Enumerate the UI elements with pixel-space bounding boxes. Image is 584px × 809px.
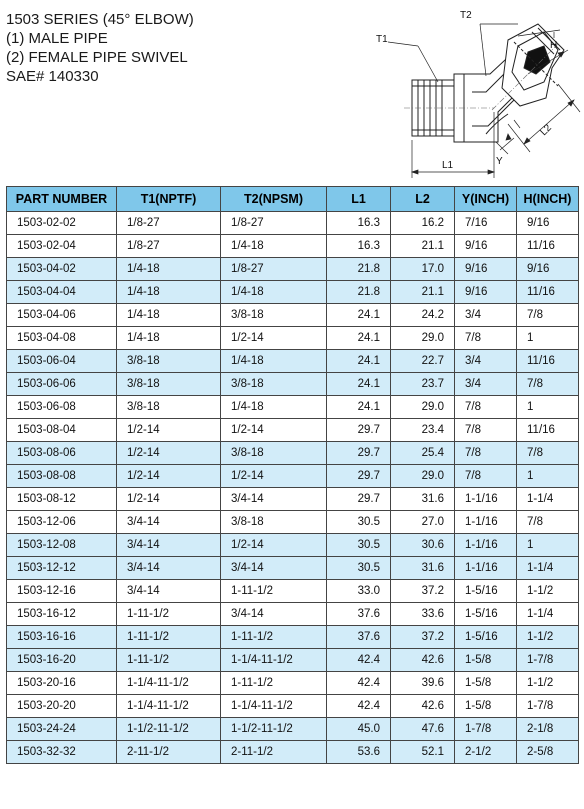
cell-l1: 42.4: [327, 695, 391, 718]
table-row: [7, 258, 579, 281]
male-pipe-label: (1) MALE PIPE: [6, 30, 108, 47]
column-header-y-inch: Y(INCH): [455, 187, 517, 212]
cell-t1-nptf: 1/2-14: [117, 488, 221, 511]
cell-l1: 42.4: [327, 672, 391, 695]
cell-part-number: 1503-08-08: [7, 465, 117, 488]
cell-l2: 29.0: [391, 327, 455, 350]
cell-t1-nptf: 1-1/2-11-1/2: [117, 718, 221, 741]
female-swivel-label: (2) FEMALE PIPE SWIVEL: [6, 49, 188, 66]
y-label: Y: [496, 156, 503, 167]
cell-h-inch: 11/16: [517, 350, 579, 373]
cell-l1: 33.0: [327, 580, 391, 603]
cell-h-inch: 11/16: [517, 235, 579, 258]
cell-part-number: 1503-16-12: [7, 603, 117, 626]
cell-part-number: 1503-12-06: [7, 511, 117, 534]
cell-l2: 30.6: [391, 534, 455, 557]
cell-part-number: 1503-06-08: [7, 396, 117, 419]
cell-y-inch: 9/16: [455, 235, 517, 258]
cell-y-inch: 1-5/16: [455, 580, 517, 603]
cell-part-number: 1503-04-08: [7, 327, 117, 350]
cell-l2: 39.6: [391, 672, 455, 695]
column-header-h-inch: H(INCH): [517, 187, 579, 212]
cell-h-inch: 7/8: [517, 373, 579, 396]
cell-y-inch: 1-5/16: [455, 626, 517, 649]
header-row: [7, 187, 579, 212]
elbow-45-drawing-svg: [368, 2, 582, 182]
cell-h-inch: 2-5/8: [517, 741, 579, 764]
cell-h-inch: 7/8: [517, 511, 579, 534]
cell-part-number: 1503-02-02: [7, 212, 117, 235]
cell-t2-npsm: 3/8-18: [221, 373, 327, 396]
cell-l1: 24.1: [327, 396, 391, 419]
cell-h-inch: 7/8: [517, 442, 579, 465]
cell-y-inch: 7/8: [455, 327, 517, 350]
cell-t1-nptf: 1-1/4-11-1/2: [117, 695, 221, 718]
cell-t1-nptf: 1/4-18: [117, 258, 221, 281]
t1-label: T1: [376, 34, 388, 45]
cell-t1-nptf: 1-1/4-11-1/2: [117, 672, 221, 695]
cell-t1-nptf: 3/4-14: [117, 580, 221, 603]
cell-y-inch: 1-5/8: [455, 672, 517, 695]
cell-y-inch: 3/4: [455, 350, 517, 373]
cell-l1: 29.7: [327, 442, 391, 465]
cell-t1-nptf: 3/8-18: [117, 350, 221, 373]
cell-t1-nptf: 1-11-1/2: [117, 626, 221, 649]
cell-y-inch: 1-1/16: [455, 511, 517, 534]
cell-l2: 27.0: [391, 511, 455, 534]
cell-l1: 24.1: [327, 327, 391, 350]
cell-l2: 37.2: [391, 626, 455, 649]
cell-l2: 29.0: [391, 465, 455, 488]
cell-h-inch: 7/8: [517, 304, 579, 327]
cell-t2-npsm: 1-11-1/2: [221, 580, 327, 603]
table-row: [7, 212, 579, 235]
cell-l1: 29.7: [327, 465, 391, 488]
cell-t1-nptf: 3/4-14: [117, 557, 221, 580]
cell-l2: 42.6: [391, 649, 455, 672]
cell-h-inch: 1-1/4: [517, 488, 579, 511]
cell-part-number: 1503-12-12: [7, 557, 117, 580]
cell-l1: 37.6: [327, 603, 391, 626]
cell-part-number: 1503-02-04: [7, 235, 117, 258]
cell-h-inch: 1-1/2: [517, 672, 579, 695]
cell-t1-nptf: 2-11-1/2: [117, 741, 221, 764]
cell-part-number: 1503-12-16: [7, 580, 117, 603]
cell-part-number: 1503-04-06: [7, 304, 117, 327]
cell-part-number: 1503-06-06: [7, 373, 117, 396]
cell-h-inch: 1-1/4: [517, 557, 579, 580]
cell-t1-nptf: 1/8-27: [117, 235, 221, 258]
cell-t2-npsm: 2-11-1/2: [221, 741, 327, 764]
cell-t2-npsm: 1/4-18: [221, 350, 327, 373]
table-row: [7, 626, 579, 649]
cell-l1: 45.0: [327, 718, 391, 741]
cell-l2: 31.6: [391, 557, 455, 580]
cell-y-inch: 7/8: [455, 419, 517, 442]
cell-l1: 24.1: [327, 373, 391, 396]
cell-part-number: 1503-08-04: [7, 419, 117, 442]
cell-l2: 52.1: [391, 741, 455, 764]
cell-l2: 22.7: [391, 350, 455, 373]
cell-h-inch: 1-1/4: [517, 603, 579, 626]
cell-part-number: 1503-08-06: [7, 442, 117, 465]
cell-y-inch: 7/8: [455, 465, 517, 488]
cell-t1-nptf: 1-11-1/2: [117, 603, 221, 626]
column-header-l2: L2: [391, 187, 455, 212]
cell-l2: 23.7: [391, 373, 455, 396]
column-header-l1: L1: [327, 187, 391, 212]
table-row: [7, 304, 579, 327]
cell-t1-nptf: 1/4-18: [117, 304, 221, 327]
cell-l2: 29.0: [391, 396, 455, 419]
cell-y-inch: 1-7/8: [455, 718, 517, 741]
cell-y-inch: 9/16: [455, 258, 517, 281]
cell-y-inch: 7/8: [455, 396, 517, 419]
spec-table: [6, 186, 579, 764]
cell-t1-nptf: 1/4-18: [117, 327, 221, 350]
cell-part-number: 1503-06-04: [7, 350, 117, 373]
table-row: [7, 557, 579, 580]
cell-l2: 33.6: [391, 603, 455, 626]
cell-t2-npsm: 1/2-14: [221, 419, 327, 442]
cell-t2-npsm: 3/4-14: [221, 557, 327, 580]
table-row: [7, 695, 579, 718]
cell-t2-npsm: 1-1/4-11-1/2: [221, 649, 327, 672]
cell-t2-npsm: 1-11-1/2: [221, 626, 327, 649]
cell-t2-npsm: 3/4-14: [221, 488, 327, 511]
cell-l1: 24.1: [327, 350, 391, 373]
table-row: [7, 580, 579, 603]
cell-h-inch: 9/16: [517, 258, 579, 281]
cell-part-number: 1503-16-16: [7, 626, 117, 649]
table-row: [7, 534, 579, 557]
cell-l1: 16.3: [327, 212, 391, 235]
cell-t2-npsm: 3/8-18: [221, 511, 327, 534]
cell-part-number: 1503-20-20: [7, 695, 117, 718]
cell-h-inch: 1: [517, 396, 579, 419]
cell-h-inch: 1: [517, 465, 579, 488]
cell-l1: 16.3: [327, 235, 391, 258]
h-label: H: [550, 40, 558, 51]
cell-t2-npsm: 1-11-1/2: [221, 672, 327, 695]
cell-y-inch: 7/16: [455, 212, 517, 235]
swivel-nut-shape: [502, 24, 564, 106]
column-header-t1-nptf: T1(NPTF): [117, 187, 221, 212]
cell-l2: 31.6: [391, 488, 455, 511]
series-header: [6, 10, 194, 86]
cell-t2-npsm: 1/2-14: [221, 327, 327, 350]
cell-part-number: 1503-32-32: [7, 741, 117, 764]
cell-l2: 23.4: [391, 419, 455, 442]
cell-l1: 37.6: [327, 626, 391, 649]
cell-l2: 24.2: [391, 304, 455, 327]
cell-y-inch: 1-1/16: [455, 557, 517, 580]
table-row: [7, 649, 579, 672]
table-row: [7, 281, 579, 304]
table-row: [7, 396, 579, 419]
cell-t2-npsm: 1/2-14: [221, 534, 327, 557]
cell-y-inch: 1-1/16: [455, 534, 517, 557]
table-row: [7, 465, 579, 488]
column-header-part-number: PART NUMBER: [7, 187, 117, 212]
column-header-t2-npsm: T2(NPSM): [221, 187, 327, 212]
cell-t2-npsm: 1-1/4-11-1/2: [221, 695, 327, 718]
cell-l2: 25.4: [391, 442, 455, 465]
cell-t2-npsm: 1-1/2-11-1/2: [221, 718, 327, 741]
cell-t2-npsm: 1/4-18: [221, 281, 327, 304]
series-title: 1503 SERIES (45° ELBOW): [6, 11, 194, 28]
table-row: [7, 741, 579, 764]
cell-t1-nptf: 3/8-18: [117, 396, 221, 419]
l1-label: L1: [442, 160, 454, 171]
table-row: [7, 718, 579, 741]
cell-part-number: 1503-04-02: [7, 258, 117, 281]
cell-y-inch: 1-5/16: [455, 603, 517, 626]
table-row: [7, 235, 579, 258]
cell-part-number: 1503-08-12: [7, 488, 117, 511]
cell-y-inch: 9/16: [455, 281, 517, 304]
cell-t1-nptf: 1-11-1/2: [117, 649, 221, 672]
cell-l1: 30.5: [327, 511, 391, 534]
cell-y-inch: 7/8: [455, 442, 517, 465]
table-row: [7, 373, 579, 396]
cell-t1-nptf: 1/2-14: [117, 442, 221, 465]
sae-number: SAE# 140330: [6, 68, 99, 85]
t2-label: T2: [460, 10, 472, 21]
cell-l1: 21.8: [327, 258, 391, 281]
cell-part-number: 1503-16-20: [7, 649, 117, 672]
cell-l2: 47.6: [391, 718, 455, 741]
cell-t1-nptf: 3/4-14: [117, 511, 221, 534]
cell-y-inch: 3/4: [455, 304, 517, 327]
cell-h-inch: 1-7/8: [517, 695, 579, 718]
spec-table-body: [7, 212, 579, 764]
cell-t2-npsm: 3/8-18: [221, 304, 327, 327]
table-row: [7, 327, 579, 350]
cell-t1-nptf: 1/2-14: [117, 465, 221, 488]
cell-h-inch: 1-1/2: [517, 580, 579, 603]
cell-h-inch: 1: [517, 534, 579, 557]
cell-t2-npsm: 3/4-14: [221, 603, 327, 626]
elbow-drawing: [368, 2, 582, 182]
cell-part-number: 1503-20-16: [7, 672, 117, 695]
cell-part-number: 1503-04-04: [7, 281, 117, 304]
cell-y-inch: 3/4: [455, 373, 517, 396]
table-row: [7, 603, 579, 626]
cell-t2-npsm: 3/8-18: [221, 442, 327, 465]
table-row: [7, 350, 579, 373]
cell-l2: 37.2: [391, 580, 455, 603]
table-row: [7, 672, 579, 695]
cell-l1: 24.1: [327, 304, 391, 327]
table-row: [7, 419, 579, 442]
cell-part-number: 1503-12-08: [7, 534, 117, 557]
cell-y-inch: 1-1/16: [455, 488, 517, 511]
table-row: [7, 511, 579, 534]
cell-h-inch: 11/16: [517, 419, 579, 442]
cell-part-number: 1503-24-24: [7, 718, 117, 741]
table-row: [7, 442, 579, 465]
cell-l1: 29.7: [327, 419, 391, 442]
cell-l2: 21.1: [391, 235, 455, 258]
cell-h-inch: 1: [517, 327, 579, 350]
cell-t1-nptf: 3/8-18: [117, 373, 221, 396]
cell-y-inch: 2-1/2: [455, 741, 517, 764]
cell-l1: 53.6: [327, 741, 391, 764]
cell-t1-nptf: 1/8-27: [117, 212, 221, 235]
l2-label: L2: [538, 122, 554, 139]
cell-h-inch: 1-1/2: [517, 626, 579, 649]
cell-h-inch: 1-7/8: [517, 649, 579, 672]
cell-y-inch: 1-5/8: [455, 695, 517, 718]
cell-t2-npsm: 1/2-14: [221, 465, 327, 488]
cell-l2: 42.6: [391, 695, 455, 718]
cell-t1-nptf: 1/4-18: [117, 281, 221, 304]
spec-table-header: [7, 187, 579, 212]
cell-t2-npsm: 1/8-27: [221, 212, 327, 235]
cell-t1-nptf: 3/4-14: [117, 534, 221, 557]
cell-l2: 21.1: [391, 281, 455, 304]
cell-l2: 16.2: [391, 212, 455, 235]
cell-t2-npsm: 1/4-18: [221, 235, 327, 258]
cell-l1: 30.5: [327, 557, 391, 580]
cell-l1: 30.5: [327, 534, 391, 557]
cell-l1: 29.7: [327, 488, 391, 511]
cell-y-inch: 1-5/8: [455, 649, 517, 672]
cell-t2-npsm: 1/4-18: [221, 396, 327, 419]
cell-l1: 42.4: [327, 649, 391, 672]
cell-l2: 17.0: [391, 258, 455, 281]
cell-t2-npsm: 1/8-27: [221, 258, 327, 281]
cell-t1-nptf: 1/2-14: [117, 419, 221, 442]
cell-h-inch: 9/16: [517, 212, 579, 235]
table-row: [7, 488, 579, 511]
cell-l1: 21.8: [327, 281, 391, 304]
cell-h-inch: 2-1/8: [517, 718, 579, 741]
cell-h-inch: 11/16: [517, 281, 579, 304]
